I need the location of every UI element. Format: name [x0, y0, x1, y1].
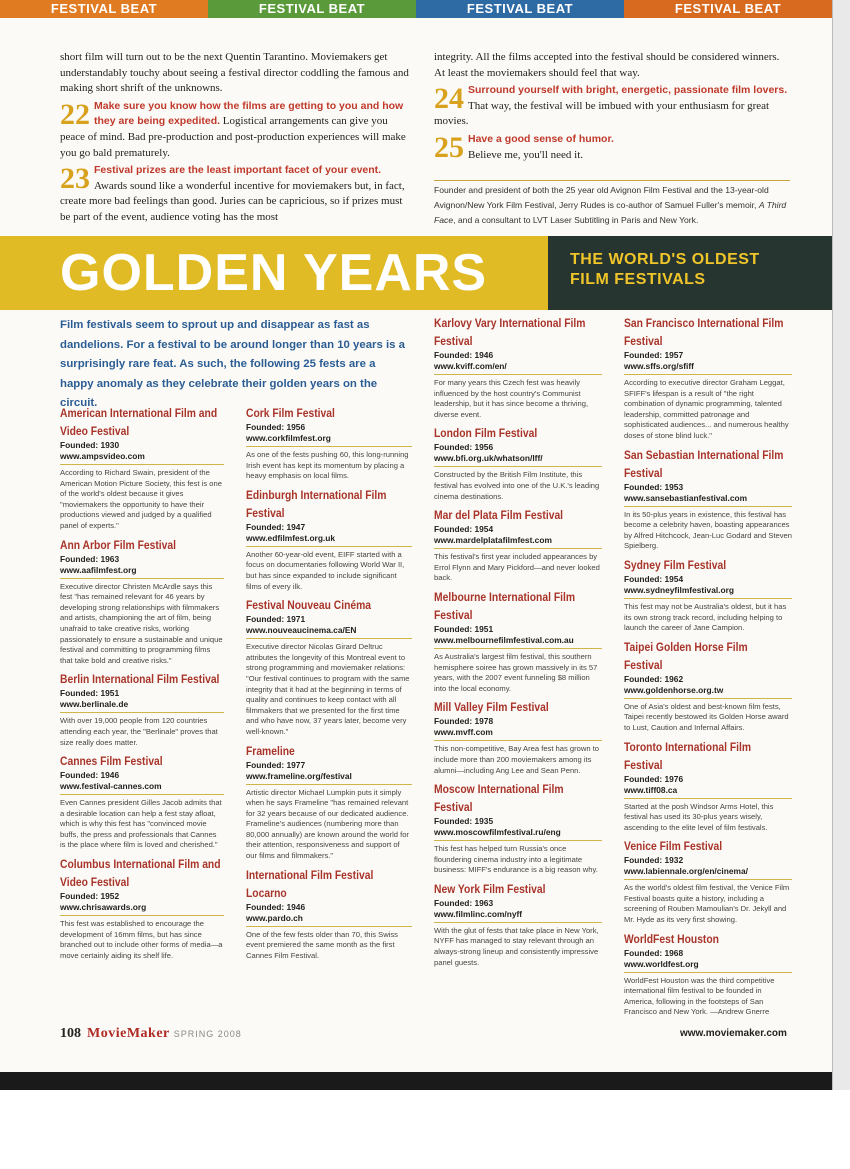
festival-name: San Sebastian International Film Festival	[624, 447, 784, 480]
title-band	[0, 236, 832, 310]
festival-description: As the world's oldest film festival, the Venice Film Festival boasts quite a history, including a screening of Rouben Mamoulian's Dr. Jekyll and Mr. Hyde as its very first showing.	[624, 879, 792, 925]
festival-entry	[434, 780, 602, 876]
tip-25	[434, 132, 790, 163]
festival-entry	[246, 486, 412, 592]
page-title: GOLDEN YEARS	[60, 244, 488, 302]
festival-entry	[246, 866, 412, 962]
scan-shadow	[0, 1072, 832, 1090]
festival-name: Melbourne International Film Festival	[434, 589, 576, 622]
intro-paragraph: Film festivals seem to sprout up and disappear as fast as dandelions. For a festival to be around longer than 10 years is a surprisingly rare feat. As such, the following 25 fests are a happy anomaly as they celebrate their golden years on the circuit.	[60, 319, 405, 410]
section-tab: FESTIVAL BEAT	[624, 0, 832, 18]
bio-book-title: A Third Face	[434, 200, 787, 225]
festival-name: Mar del Plata Film Festival	[434, 508, 564, 523]
section-tabs	[0, 0, 832, 18]
festival-name: Mill Valley Film Festival	[434, 700, 549, 715]
founded-year: Founded: 1946	[246, 901, 306, 912]
section-tab: FESTIVAL BEAT	[0, 0, 208, 18]
tip-heading: Make sure you know how the films are getting to you and how they are being expedited.	[94, 99, 404, 128]
festival-entry	[624, 837, 792, 925]
festival-entry	[434, 506, 602, 584]
tip-body: Logistical arrangements can give you peace of mind. Bad pre-production and post-production experiences will make you go bald prematurely.	[60, 115, 406, 159]
founded-year: Founded: 1968	[624, 947, 684, 958]
festival-description: One of Asia's oldest and best-known film fests, Taipei recently bestowed its Golden Horse award to Lust, Caution and Infernal Affairs.	[624, 698, 792, 734]
festival-name: Karlovy Vary International Film Festival	[434, 316, 586, 348]
festival-name: London Film Festival	[434, 426, 538, 441]
festival-entry	[246, 596, 412, 737]
festival-name: Columbus International Film and Video Festival	[60, 857, 221, 890]
festival-entry	[434, 698, 602, 776]
festival-url[interactable]: www.edfilmfest.org.uk	[246, 532, 336, 543]
founded-year: Founded: 1930	[60, 440, 120, 450]
founded-year: Founded: 1954	[624, 573, 684, 584]
festival-description: One of the few fests older than 70, this Swiss event premiered the same month as the first Cannes Film Festival.	[246, 926, 412, 962]
festival-name: Berlin International Film Festival	[60, 672, 220, 687]
festival-description: Started at the posh Windsor Arms Hotel, this festival has used its 30-plus years wisely, ascending to the elite level of film festivals.	[624, 798, 792, 834]
founded-year: Founded: 1935	[434, 816, 494, 827]
tip-body: Believe me, you'll need it.	[468, 148, 584, 161]
festival-url[interactable]: www.frameline.org/festival	[246, 770, 352, 781]
festival-description: WorldFest Houston was the third competitive international film festival to be founded in America, following in the footsteps of San Francisco and New York. —Andrew Gnerre	[624, 972, 792, 1018]
page-footer	[60, 1026, 242, 1042]
founded-year: Founded: 1962	[624, 673, 684, 684]
tip-heading: Have a good sense of humor.	[468, 132, 614, 145]
festival-entry	[434, 588, 602, 694]
subtitle-line: THE WORLD'S OLDEST	[570, 251, 760, 268]
tip-heading: Festival prizes are the least important facet of your event.	[94, 164, 382, 177]
festival-entry	[624, 930, 792, 1018]
founded-year: Founded: 1953	[624, 481, 684, 492]
author-bio	[434, 180, 790, 228]
festival-entry	[60, 404, 224, 532]
founded-year: Founded: 1963	[434, 897, 494, 908]
festival-name: New York Film Festival	[434, 881, 546, 896]
festival-url[interactable]: www.worldfest.org	[624, 958, 699, 969]
festival-name: Toronto International Film Festival	[624, 739, 752, 772]
festival-url[interactable]: www.mvff.com	[434, 727, 493, 738]
festival-entry	[246, 742, 412, 862]
festival-url[interactable]: www.sansebastianfestival.com	[624, 492, 748, 503]
subtitle-line: FILM FESTIVALS	[570, 271, 706, 288]
tip-22	[60, 99, 410, 161]
festival-url[interactable]: www.tiff08.ca	[624, 784, 678, 795]
festival-name: Moscow International Film Festival	[434, 782, 564, 815]
festival-description: This non-competitive, Bay Area fest has grown to include more than 200 moviemakers among its alumni—including Ang Lee and Sean Penn.	[434, 740, 602, 776]
festival-url[interactable]: www.ampsvideo.com	[60, 451, 145, 461]
tip-body: That way, the festival will be imbued with your enthusiasm for great movies.	[434, 99, 770, 128]
festival-description: According to executive director Graham Leggat, SFIFF's lifespan is a result of "the right combination of dynamic programming, talented leadership, committed patronage and sophisticated audiences... and numerous healthy doses of stone blind luck."	[624, 374, 792, 442]
festival-url[interactable]: www.nouveaucinema.ca/EN	[246, 625, 357, 636]
festival-url[interactable]: www.aafilmfest.org	[60, 564, 137, 575]
festival-url[interactable]: www.pardo.ch	[246, 912, 303, 923]
festival-name: International Film Festival Locarno	[246, 867, 374, 900]
founded-year: Founded: 1963	[60, 553, 120, 564]
founded-year: Founded: 1978	[434, 716, 494, 727]
festival-url[interactable]: www.kviff.com/en/	[434, 361, 507, 371]
festival-url[interactable]: www.filmlinc.com/nyff	[434, 908, 523, 919]
festival-description: Another 60-year-old event, EIFF started with a focus on documentaries following World War II, but has since expanded to include significant films of every ilk.	[246, 546, 412, 592]
founded-year: Founded: 1946	[434, 350, 494, 360]
festival-description: With over 19,000 people from 120 countries attending each year, the "Berlinale" proves that size really does matter.	[60, 712, 224, 748]
body-paragraph: integrity. All the films accepted into the festival should be considered winners. At least the moviemakers should feel that way.	[434, 51, 780, 79]
page-subtitle	[570, 250, 760, 290]
festival-entry	[434, 880, 602, 968]
festival-name: Cork Film Festival	[246, 406, 335, 420]
festival-name: Festival Nouveau Cinéma	[246, 598, 372, 613]
festival-name: Venice Film Festival	[624, 839, 723, 854]
festival-url[interactable]: www.corkfilmfest.org	[246, 433, 331, 443]
festival-url[interactable]: www.bfi.org.uk/whatson/lff/	[434, 453, 543, 464]
tip-number: 22	[60, 97, 90, 131]
festival-description: Executive director Christen McArdle says this fest "has remained relevant for 46 years by developing strong relationships with filmmakers and artists, championing the art of film, being unafraid to take creative risks, working passionately to ensure a sustainable and unique festival and committing to programming films that take bold and creative risks."	[60, 578, 224, 667]
tip-body: Awards sound like a wonderful incentive for moviemakers but, in fact, create more bad feelings than good. Juries can be capricious, so if prizes must be part of the event, audience voting has the most	[60, 179, 405, 223]
festival-url[interactable]: www.sydneyfilmfestival.org	[624, 584, 734, 595]
festival-description: This fest was established to encourage the development of 16mm films, but has since branched out to include other forms of media—a move certainly aiding its shelf life.	[60, 915, 224, 961]
festival-entry	[60, 855, 224, 961]
founded-year: Founded: 1954	[434, 524, 494, 535]
founded-year: Founded: 1951	[434, 623, 494, 634]
festival-url[interactable]: www.berlinale.de	[60, 699, 129, 710]
festival-entry	[60, 536, 224, 667]
festival-column-3	[434, 314, 602, 972]
section-tab: FESTIVAL BEAT	[416, 0, 624, 18]
founded-year: Founded: 1947	[246, 521, 306, 532]
festival-description: As one of the fests pushing 60, this long-running Irish event has kept its momentum by placing a heavy emphasis on local films.	[246, 446, 412, 482]
festival-entry	[624, 738, 792, 834]
festival-entry	[434, 424, 602, 502]
founded-year: Founded: 1952	[60, 891, 120, 902]
founded-year: Founded: 1956	[434, 442, 494, 453]
festival-name: Edinburgh International Film Festival	[246, 487, 387, 520]
festival-name: WorldFest Houston	[624, 931, 719, 946]
festival-entry	[624, 314, 792, 442]
founded-year: Founded: 1946	[60, 770, 120, 781]
tips-column-right	[434, 50, 790, 163]
founded-year: Founded: 1956	[246, 422, 306, 432]
founded-year: Founded: 1977	[246, 759, 306, 770]
festival-entry	[434, 314, 602, 420]
festival-name: American International Film and Video Festival	[60, 406, 218, 438]
founded-year: Founded: 1971	[246, 614, 306, 625]
festival-entry	[624, 556, 792, 634]
website-link[interactable]: www.moviemaker.com	[680, 1028, 787, 1039]
festival-name: Cannes Film Festival	[60, 754, 163, 769]
festival-url[interactable]: www.melbournefilmfestival.com.au	[434, 634, 574, 645]
festival-url[interactable]: www.mardelplatafilmfest.com	[434, 535, 552, 546]
festival-description: As Australia's largest film festival, this southern hemisphere soiree has grown massively in its 57 years, with the 2007 event funneling $8 million into the local economy.	[434, 648, 602, 694]
festival-description: This fest may not be Australia's oldest, but it has its own strong track record, including helping to launch the career of Jane Campion.	[624, 598, 792, 634]
festival-url[interactable]: www.labiennale.org/en/cinema/	[624, 866, 748, 877]
magazine-name: MovieMaker	[87, 1026, 170, 1041]
festival-column-4	[624, 314, 792, 1022]
festival-entry	[246, 404, 412, 482]
festival-name: Sydney Film Festival	[624, 557, 727, 572]
festival-description: This festival's first year included appearances by Errol Flynn and Mary Pickford—and never looked back.	[434, 548, 602, 584]
bio-text: Founder and president of both the 25 year old Avignon Film Festival and the 13-year-old Avignon/New York Film Festival, Jerry Rudes is co-author of Samuel Fuller's memoir,	[434, 185, 769, 210]
festival-name: San Francisco International Film Festival	[624, 316, 784, 348]
festival-url[interactable]: www.festival-cannes.com	[60, 781, 162, 792]
festival-url[interactable]: www.goldenhorse.org.tw	[624, 684, 724, 695]
festival-entry	[60, 670, 224, 748]
festival-url[interactable]: www.moscowfilmfestival.ru/eng	[434, 827, 561, 838]
bio-text: , and a consultant to LVT Laser Subtitling in Paris and New York.	[453, 215, 699, 225]
festival-description: For many years this Czech fest was heavily influenced by the host country's Communist leadership, but it has since become a thriving, diverse event.	[434, 374, 602, 420]
tip-heading: Surround yourself with bright, energetic, passionate film lovers.	[468, 84, 788, 97]
tip-number: 23	[60, 162, 90, 196]
founded-year: Founded: 1951	[60, 688, 120, 699]
festival-url[interactable]: www.chrisawards.org	[60, 902, 147, 913]
festival-entry	[624, 446, 792, 552]
tip-number: 24	[434, 82, 464, 116]
festival-description: With the glut of fests that take place in New York, NYFF has managed to stay relevant through an always-strong lineup and consistently impressive panel guests.	[434, 922, 602, 968]
issue-date: SPRING 2008	[173, 1029, 242, 1039]
festival-name: Taipei Golden Horse Film Festival	[624, 639, 748, 672]
festival-description: Constructed by the British Film Institute, this festival has evolved into one of the U.K.'s leading cinema destinations.	[434, 466, 602, 502]
tip-24	[434, 83, 790, 130]
page-edge	[832, 0, 850, 1090]
festival-entry	[624, 638, 792, 734]
founded-year: Founded: 1976	[624, 773, 684, 784]
festival-description: According to Richard Swain, president of the American Motion Picture Society, this fest is one of the world's oldest because it gives "moviemakers the opportunity to have their productions viewed and judged by a qualified panel of experts."	[60, 464, 224, 532]
tips-column-left	[60, 50, 410, 226]
founded-year: Founded: 1932	[624, 855, 684, 866]
festival-column-1	[60, 404, 224, 965]
festival-description: Even Cannes president Gilles Jacob admits that a desirable location can help a fest stay afloat, which is why this fest has "convinced movie buffs, the press and professionals that Cannes is the place where film is loved and cherished."	[60, 794, 224, 851]
tip-23	[60, 163, 410, 225]
tip-number: 25	[434, 130, 464, 164]
festival-name: Frameline	[246, 743, 295, 758]
festival-name: Ann Arbor Film Festival	[60, 537, 177, 552]
page-number: 108	[60, 1026, 81, 1041]
festival-column-2	[246, 404, 412, 965]
festival-description: In its 50-plus years in existence, this festival has become a celebrity haven, boasting appearances by Alfred Hitchcock, Jean-Luc Godard and Steven Spielberg.	[624, 506, 792, 552]
festival-description: Executive director Nicolas Girard Deltruc attributes the longevity of this Montreal event to strong programming and moviemaker relations: "Our festival continues to program with the same integrity that it had at the beginning in terms of quality and continues to keep contact with all filmmakers that we presented for the first time and who have now, 37 years later, become very well-known."	[246, 638, 412, 737]
founded-year: Founded: 1957	[624, 350, 684, 360]
festival-entry	[60, 752, 224, 851]
section-tab: FESTIVAL BEAT	[208, 0, 416, 18]
festival-description: This fest has helped turn Russia's once floundering cinema industry into a legitimate business: MIFF's endurance is a big reason why.	[434, 840, 602, 876]
body-paragraph: short film will turn out to be the next Quentin Tarantino. Moviemakers get understandably touchy about seeing a festival director coddling the famous and making short shrift of the unknowns.	[60, 51, 409, 95]
festival-url[interactable]: www.sffs.org/sfiff	[624, 361, 694, 371]
festival-description: Artistic director Michael Lumpkin puts it simply when he says Frameline "has remained relevant for 32 years because of our dedicated audience. Frameline's audiences (numbering more than 80,000 annually) are known around the world for their attention, responsiveness and support of our films and filmmakers."	[246, 784, 412, 862]
